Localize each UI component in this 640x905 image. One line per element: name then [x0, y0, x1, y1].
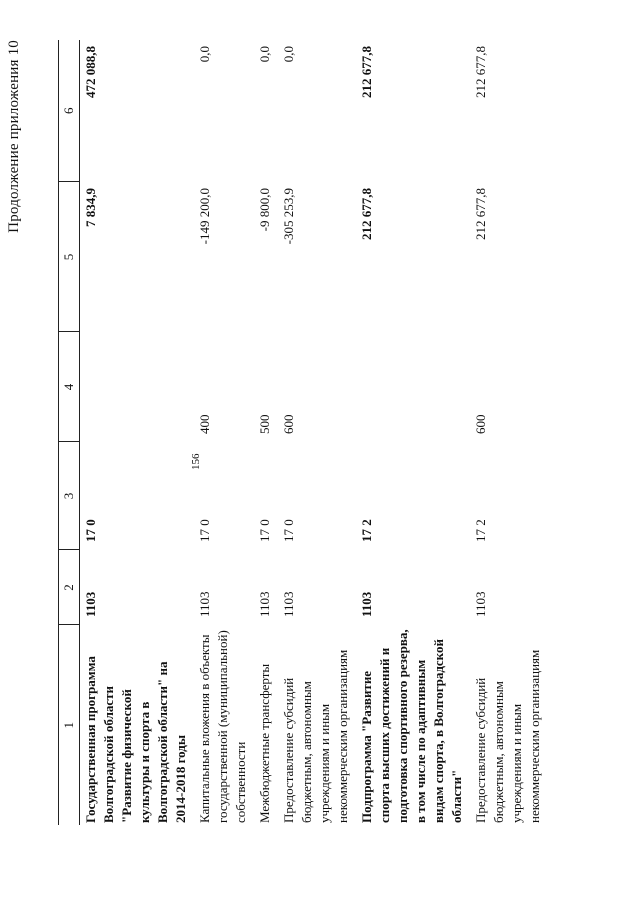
row-name-cell: Государственная программа Волгоградской области "Развитие физической культуры и спорта в Волгоградской области" на 2014-2018 годы — [83, 656, 188, 823]
table-row — [278, 40, 356, 825]
column-header: 6 — [59, 40, 80, 182]
program-code-cell: 17 0 — [197, 519, 212, 542]
expense-type-cell — [356, 332, 470, 442]
expense-type-cell — [80, 332, 195, 442]
program-code-cell: 17 0 — [83, 519, 98, 542]
change-amount-cell: -9 800,0 — [257, 188, 272, 232]
page-number: 156 — [190, 453, 202, 470]
column-header: 1 — [59, 625, 80, 825]
change-amount-cell: 212 677,8 — [473, 188, 488, 240]
program-code-cell: 17 0 — [281, 519, 296, 542]
section-code-cell: 1103 — [197, 591, 212, 617]
section-code-cell: 1103 — [281, 591, 296, 617]
total-amount-cell: 0,0 — [257, 46, 272, 63]
total-amount-cell: 212 677,8 — [359, 46, 374, 98]
table-row — [80, 40, 195, 825]
row-name-cell: Предоставление субсидий бюджетным, автономным учреждениям и иным некоммерческим организациям — [473, 649, 542, 823]
row-name-cell: Подпрограмма "Развитие спорта высших достижений и подготовка спортивного резерва, в том числе по адаптивным видам спорта, в Волгоградской области" — [359, 629, 464, 823]
table-body — [80, 40, 549, 825]
change-amount-cell: -149 200,0 — [197, 188, 212, 245]
table-row — [470, 40, 548, 825]
expense-type-cell: 600 — [473, 414, 488, 434]
program-code-cell: 17 0 — [257, 519, 272, 542]
total-amount-cell: 0,0 — [281, 46, 296, 63]
total-amount-cell: 0,0 — [197, 46, 212, 63]
section-code-cell: 1103 — [257, 591, 272, 617]
section-code-cell: 1103 — [473, 591, 488, 617]
row-name-cell: Предоставление субсидий бюджетным, автономным учреждениям и иным некоммерческим организациям — [281, 649, 350, 823]
budget-table — [58, 40, 548, 825]
expense-type-cell: 400 — [197, 414, 212, 434]
column-header: 2 — [59, 550, 80, 625]
column-header: 3 — [59, 442, 80, 550]
row-name-cell: Межбюджетные трансферты — [257, 663, 272, 823]
change-amount-cell: -305 253,9 — [281, 188, 296, 245]
column-header: 4 — [59, 332, 80, 442]
table-row — [194, 40, 254, 825]
continuation-label: Продолжение приложения 10 — [6, 40, 22, 233]
column-header: 5 — [59, 182, 80, 332]
change-amount-cell: 212 677,8 — [359, 188, 374, 240]
section-code-cell: 1103 — [359, 591, 374, 617]
expense-type-cell: 600 — [281, 414, 296, 434]
section-code-cell: 1103 — [83, 591, 98, 617]
row-name-cell: Капитальные вложения в объекты государственной (муниципальной) собственности — [197, 630, 248, 823]
total-amount-cell: 472 088,8 — [83, 46, 98, 98]
table-header-row — [59, 40, 80, 825]
table-row — [254, 40, 278, 825]
change-amount-cell: 7 834,9 — [83, 188, 98, 227]
table-row — [356, 40, 470, 825]
total-amount-cell: 212 677,8 — [473, 46, 488, 98]
expense-type-cell: 500 — [257, 414, 272, 434]
program-code-cell: 17 2 — [359, 519, 374, 542]
program-code-cell: 17 2 — [473, 519, 488, 542]
